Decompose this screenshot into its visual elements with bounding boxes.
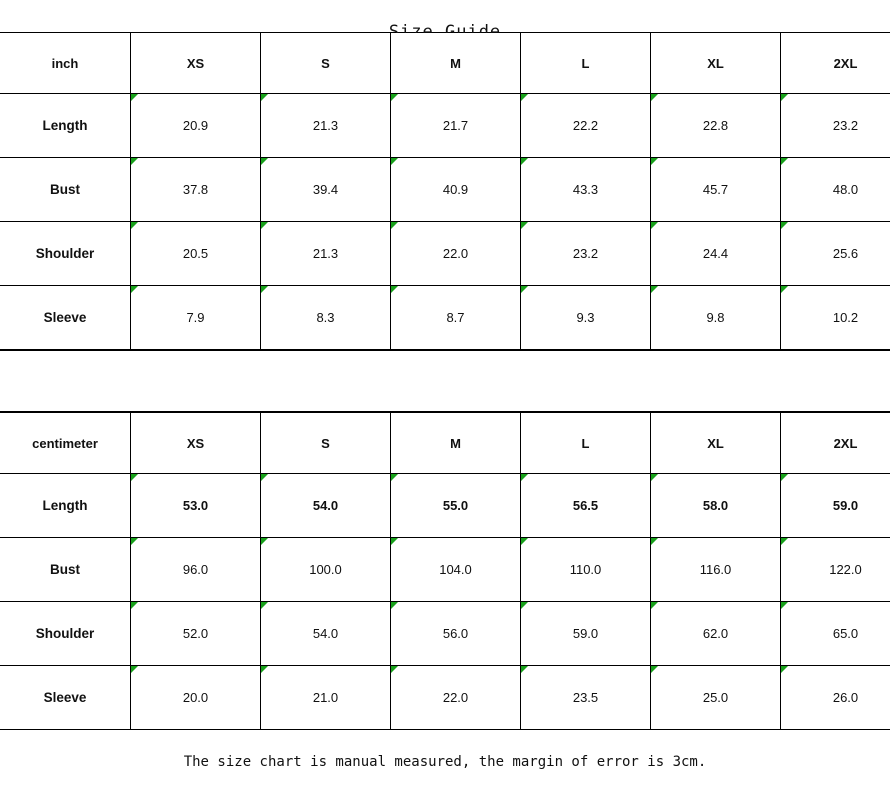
cell-shoulder-l: 23.2 (521, 222, 651, 286)
cell-length-m-cm: 55.0 (391, 474, 521, 538)
column-header-m: M (391, 33, 521, 94)
column-header-xs-cm: XS (131, 413, 261, 474)
cell-length-xs-cm: 53.0 (131, 474, 261, 538)
cell-length-s-cm: 54.0 (261, 474, 391, 538)
column-header-xl: XL (651, 33, 781, 94)
table-row (0, 474, 890, 538)
cell-sleeve-s: 8.3 (261, 286, 391, 350)
column-header-xl-cm: XL (651, 413, 781, 474)
cell-shoulder-xl: 24.4 (651, 222, 781, 286)
table-row (0, 666, 890, 730)
cell-sleeve-l-cm: 23.5 (521, 666, 651, 730)
cell-bust-s-cm: 100.0 (261, 538, 391, 602)
table-row (0, 94, 890, 158)
cell-sleeve-m-cm: 22.0 (391, 666, 521, 730)
column-header-xs: XS (131, 33, 261, 94)
column-header-s: S (261, 33, 391, 94)
row-label-bust: Bust (0, 158, 131, 222)
cell-sleeve-xs-cm: 20.0 (131, 666, 261, 730)
table-row (0, 286, 890, 350)
cell-length-l: 22.2 (521, 94, 651, 158)
cell-sleeve-2xl-cm: 26.0 (781, 666, 890, 730)
cell-length-xs: 20.9 (131, 94, 261, 158)
cell-shoulder-m: 22.0 (391, 222, 521, 286)
cell-shoulder-s-cm: 54.0 (261, 602, 391, 666)
cell-sleeve-xl-cm: 25.0 (651, 666, 781, 730)
table-header-row (0, 33, 890, 94)
column-header-l: L (521, 33, 651, 94)
cell-shoulder-l-cm: 59.0 (521, 602, 651, 666)
table-row (0, 538, 890, 602)
unit-label-inch: inch (0, 33, 131, 94)
cell-shoulder-xs: 20.5 (131, 222, 261, 286)
cell-bust-m-cm: 104.0 (391, 538, 521, 602)
cell-shoulder-s: 21.3 (261, 222, 391, 286)
cell-shoulder-2xl: 25.6 (781, 222, 890, 286)
cell-length-2xl: 23.2 (781, 94, 890, 158)
column-header-2xl: 2XL (781, 33, 890, 94)
table-separator (0, 350, 890, 412)
table-row (0, 158, 890, 222)
cell-bust-l: 43.3 (521, 158, 651, 222)
cell-bust-l-cm: 110.0 (521, 538, 651, 602)
cell-shoulder-2xl-cm: 65.0 (781, 602, 890, 666)
cell-bust-2xl: 48.0 (781, 158, 890, 222)
size-table-centimeter (0, 412, 890, 730)
measurement-disclaimer: The size chart is manual measured, the margin of error is 3cm. (183, 754, 707, 770)
row-label-bust-cm: Bust (0, 538, 131, 602)
column-header-m-cm: M (391, 413, 521, 474)
cell-length-s: 21.3 (261, 94, 391, 158)
cell-shoulder-xs-cm: 52.0 (131, 602, 261, 666)
cell-bust-xs: 37.8 (131, 158, 261, 222)
cell-shoulder-xl-cm: 62.0 (651, 602, 781, 666)
cell-length-l-cm: 56.5 (521, 474, 651, 538)
row-label-length: Length (0, 94, 131, 158)
cell-bust-xl: 45.7 (651, 158, 781, 222)
table-row (0, 222, 890, 286)
row-label-shoulder-cm: Shoulder (0, 602, 131, 666)
cell-bust-s: 39.4 (261, 158, 391, 222)
cell-bust-2xl-cm: 122.0 (781, 538, 890, 602)
size-table-inch (0, 32, 890, 350)
cell-length-xl-cm: 58.0 (651, 474, 781, 538)
page-title (0, 0, 890, 32)
cell-sleeve-l: 9.3 (521, 286, 651, 350)
cell-bust-xl-cm: 116.0 (651, 538, 781, 602)
cell-length-xl: 22.8 (651, 94, 781, 158)
table-header-row (0, 413, 890, 474)
cell-bust-xs-cm: 96.0 (131, 538, 261, 602)
cell-sleeve-2xl: 10.2 (781, 286, 890, 350)
row-label-shoulder: Shoulder (0, 222, 131, 286)
cell-shoulder-m-cm: 56.0 (391, 602, 521, 666)
column-header-l-cm: L (521, 413, 651, 474)
cell-sleeve-s-cm: 21.0 (261, 666, 391, 730)
cell-sleeve-xs: 7.9 (131, 286, 261, 350)
cell-length-m: 21.7 (391, 94, 521, 158)
row-label-sleeve-cm: Sleeve (0, 666, 131, 730)
column-header-2xl-cm: 2XL (781, 413, 890, 474)
row-label-length-cm: Length (0, 474, 131, 538)
unit-label-centimeter: centimeter (0, 413, 131, 474)
column-header-s-cm: S (261, 413, 391, 474)
cell-length-2xl-cm: 59.0 (781, 474, 890, 538)
cell-sleeve-xl: 9.8 (651, 286, 781, 350)
table-row (0, 602, 890, 666)
row-label-sleeve: Sleeve (0, 286, 131, 350)
cell-bust-m: 40.9 (391, 158, 521, 222)
cell-sleeve-m: 8.7 (391, 286, 521, 350)
